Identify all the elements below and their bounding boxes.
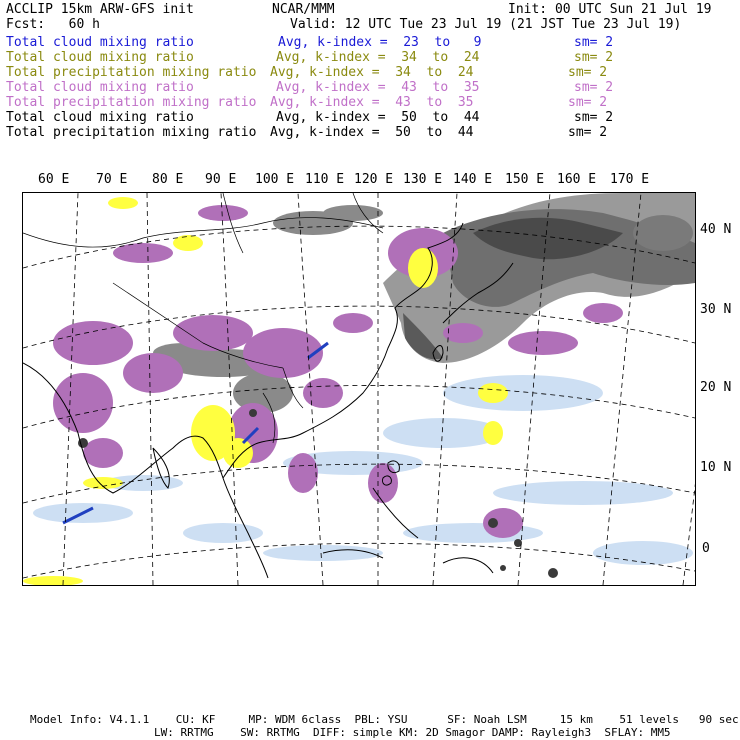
lon-label: 80 E xyxy=(152,172,184,187)
field-sm: sm= 2 xyxy=(568,125,608,140)
lon-label: 160 E xyxy=(557,172,597,187)
field-name: Total precipitation mixing ratio xyxy=(6,125,257,140)
weather-map xyxy=(22,192,696,586)
field-name: Total cloud mixing ratio xyxy=(6,50,194,65)
lon-label: 110 E xyxy=(305,172,345,187)
model-info-line2: LW: RRTMG SW: RRTMG DIFF: simple KM: 2D Smagor DAMP: Rayleigh3 SFLAY: MM5 xyxy=(154,726,671,739)
lon-label: 60 E xyxy=(38,172,70,187)
institution-label: NCAR/MMM xyxy=(272,2,335,17)
field-name: Total precipitation mixing ratio xyxy=(6,65,257,80)
lat-label: 10 N xyxy=(700,460,732,475)
field-sm: sm= 2 xyxy=(574,50,614,65)
field-avg: Avg, k-index = 50 to 44 xyxy=(270,125,474,140)
field-name: Total cloud mixing ratio xyxy=(6,35,194,50)
field-avg: Avg, k-index = 43 to 35 xyxy=(270,95,474,110)
lon-label: 70 E xyxy=(96,172,128,187)
lon-label: 130 E xyxy=(403,172,443,187)
field-avg: Avg, k-index = 23 to 9 xyxy=(278,35,482,50)
lon-label: 170 E xyxy=(610,172,650,187)
field-avg: Avg, k-index = 34 to 24 xyxy=(270,65,474,80)
field-name: Total cloud mixing ratio xyxy=(6,80,194,95)
forecast-hour: Fcst: 60 h xyxy=(6,17,100,32)
field-sm: sm= 2 xyxy=(568,65,608,80)
init-time: Init: 00 UTC Sun 21 Jul 19 xyxy=(508,2,712,17)
map-canvas xyxy=(23,193,695,585)
field-sm: sm= 2 xyxy=(574,35,614,50)
field-name: Total precipitation mixing ratio xyxy=(6,95,257,110)
lon-label: 120 E xyxy=(354,172,394,187)
lat-label: 40 N xyxy=(700,222,732,237)
valid-time: Valid: 12 UTC Tue 23 Jul 19 (21 JST Tue 23 Jul 19) xyxy=(290,17,682,32)
field-sm: sm= 2 xyxy=(574,110,614,125)
field-avg: Avg, k-index = 50 to 44 xyxy=(276,110,480,125)
field-name: Total cloud mixing ratio xyxy=(6,110,194,125)
lon-label: 100 E xyxy=(255,172,295,187)
field-sm: sm= 2 xyxy=(568,95,608,110)
field-avg: Avg, k-index = 34 to 24 xyxy=(276,50,480,65)
field-sm: sm= 2 xyxy=(574,80,614,95)
lon-label: 150 E xyxy=(505,172,545,187)
lat-label: 0 xyxy=(702,541,710,556)
lon-label: 90 E xyxy=(205,172,237,187)
lon-label: 140 E xyxy=(453,172,493,187)
light-cloud-field xyxy=(33,375,693,565)
run-title: ACCLIP 15km ARW-GFS init xyxy=(6,2,194,17)
field-avg: Avg, k-index = 43 to 35 xyxy=(276,80,480,95)
model-info-line1: Model Info: V4.1.1 CU: KF MP: WDM 6class PBL: YSU SF: Noah LSM 15 km 51 levels 90 sec xyxy=(30,713,739,726)
lat-label: 20 N xyxy=(700,380,732,395)
lat-label: 30 N xyxy=(700,302,732,317)
